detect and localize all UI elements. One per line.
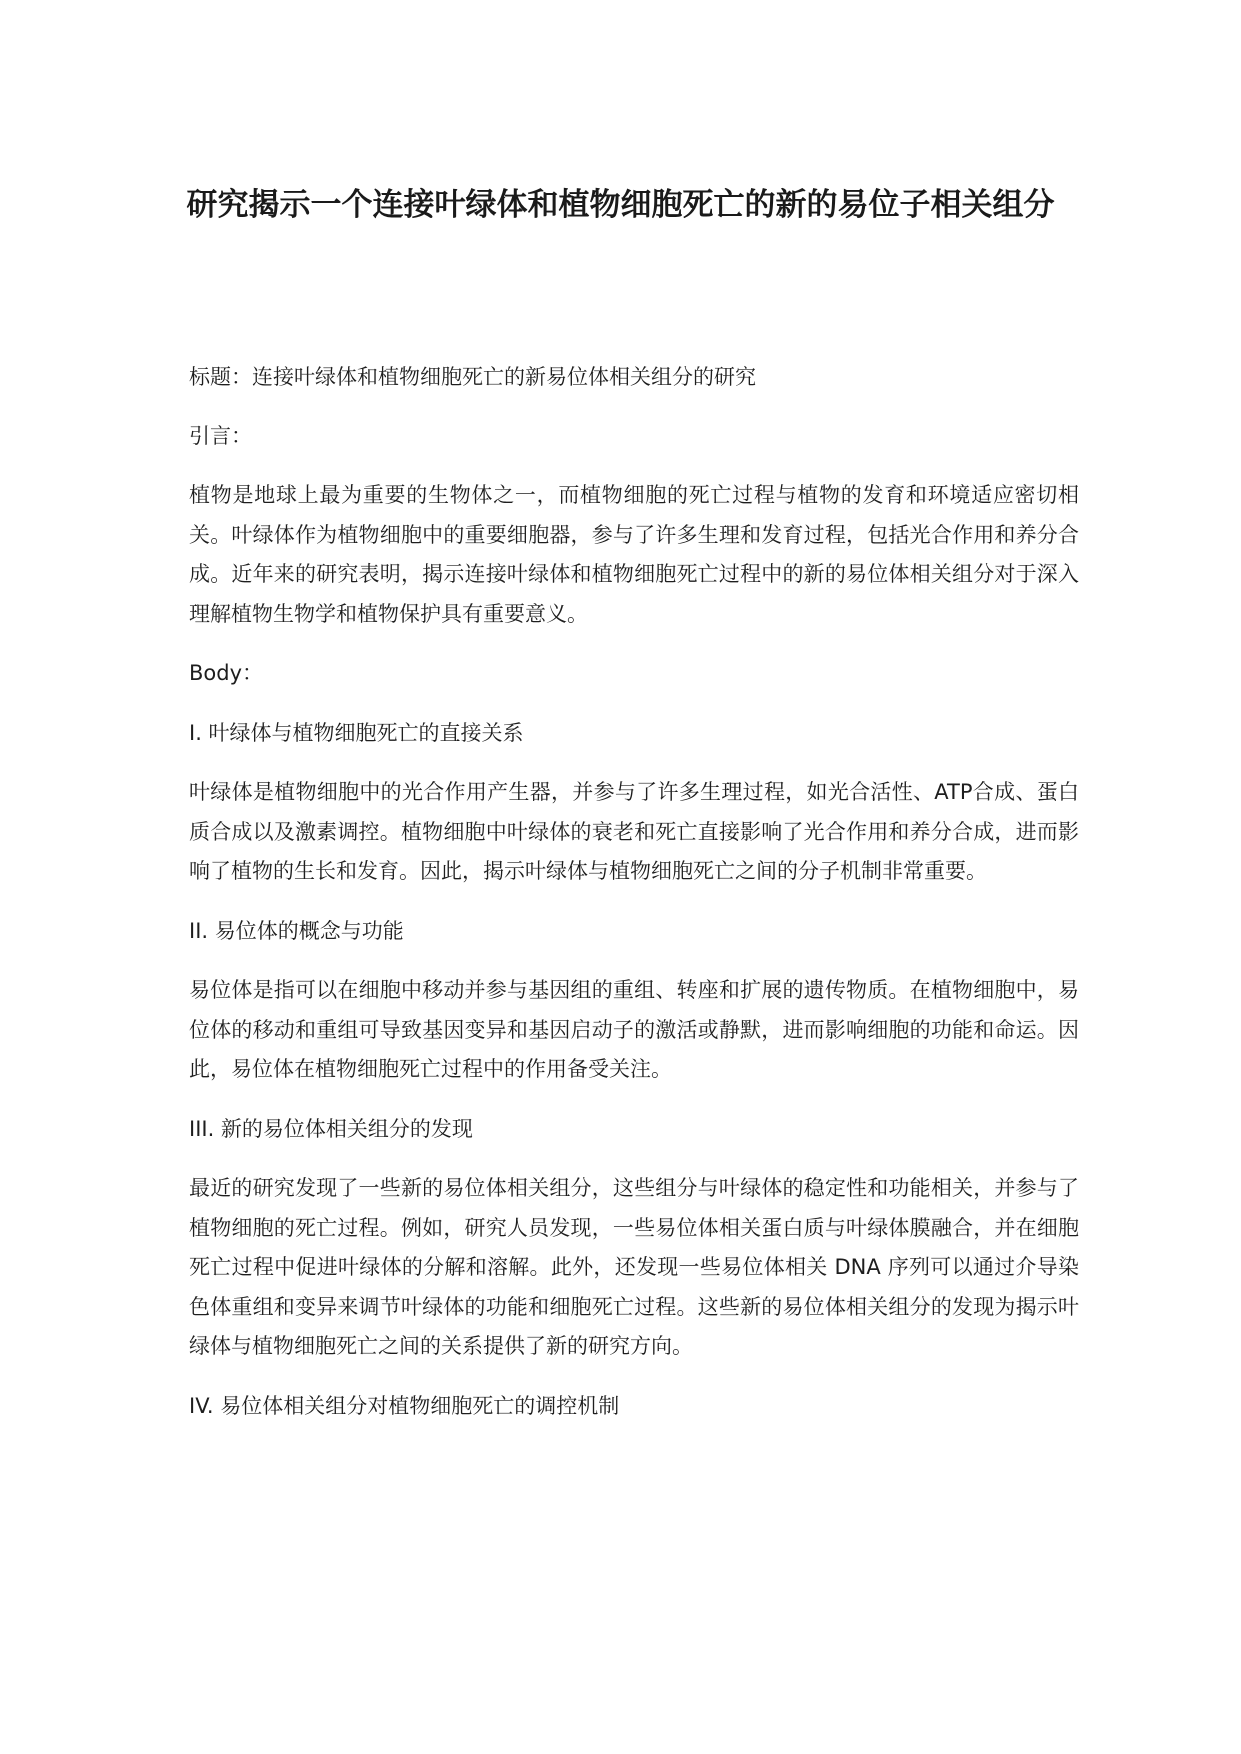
document-title: 研究揭示一个连接叶绿体和植物细胞死亡的新的易位子相关组分 [186, 187, 1055, 223]
section-heading-1: I. 叶绿体与植物细胞死亡的直接关系 [189, 720, 524, 745]
section-heading-4: IV. 易位体相关组分对植物细胞死亡的调控机制 [189, 1393, 620, 1418]
section-paragraph-3: 最近的研究发现了一些新的易位体相关组分，这些组分与叶绿体的稳定性和功能相关，并参与了植物细胞的死亡过程。例如，研究人员发现，一些易位体相关蛋白质与叶绿体膜融合，并在细胞死亡过程中促进叶绿体的分解和溶解。此外，还发现一些易位体相关 DNA 序列可以通过介导染色体重组和变异来调节叶绿体的功能和细胞死亡过程。这些新的易位体相关组分的发现为揭示叶绿体与植物细胞死亡之间的关系提供了新的研究方向。 [189, 1176, 1079, 1358]
document-body [189, 358, 1079, 1426]
intro-paragraph: 植物是地球上最为重要的生物体之一，而植物细胞的死亡过程与植物的发育和环境适应密切相关。叶绿体作为植物细胞中的重要细胞器，参与了许多生理和发育过程，包括光合作用和养分合成。近年来的研究表明，揭示连接叶绿体和植物细胞死亡过程中的新的易位体相关组分对于深入理解植物生物学和植物保护具有重要意义。 [189, 483, 1079, 626]
subtitle-line: 标题：连接叶绿体和植物细胞死亡的新易位体相关组分的研究 [189, 365, 756, 389]
intro-heading: 引言： [189, 423, 252, 448]
section-heading-2: II. 易位体的概念与功能 [189, 918, 404, 943]
body-heading: Body： [189, 661, 264, 685]
section-paragraph-2: 易位体是指可以在细胞中移动并参与基因组的重组、转座和扩展的遗传物质。在植物细胞中，易位体的移动和重组可导致基因变异和基因启动子的激活或静默，进而影响细胞的功能和命运。因此，易位体在植物细胞死亡过程中的作用备受关注。 [189, 978, 1079, 1081]
section-paragraph-1: 叶绿体是植物细胞中的光合作用产生器，并参与了许多生理过程，如光合活性、ATP合成、蛋白质合成以及激素调控。植物细胞中叶绿体的衰老和死亡直接影响了光合作用和养分合成，进而影响了植物的生长和发育。因此，揭示叶绿体与植物细胞死亡之间的分子机制非常重要。 [189, 780, 1079, 883]
section-heading-3: III. 新的易位体相关组分的发现 [189, 1116, 473, 1141]
